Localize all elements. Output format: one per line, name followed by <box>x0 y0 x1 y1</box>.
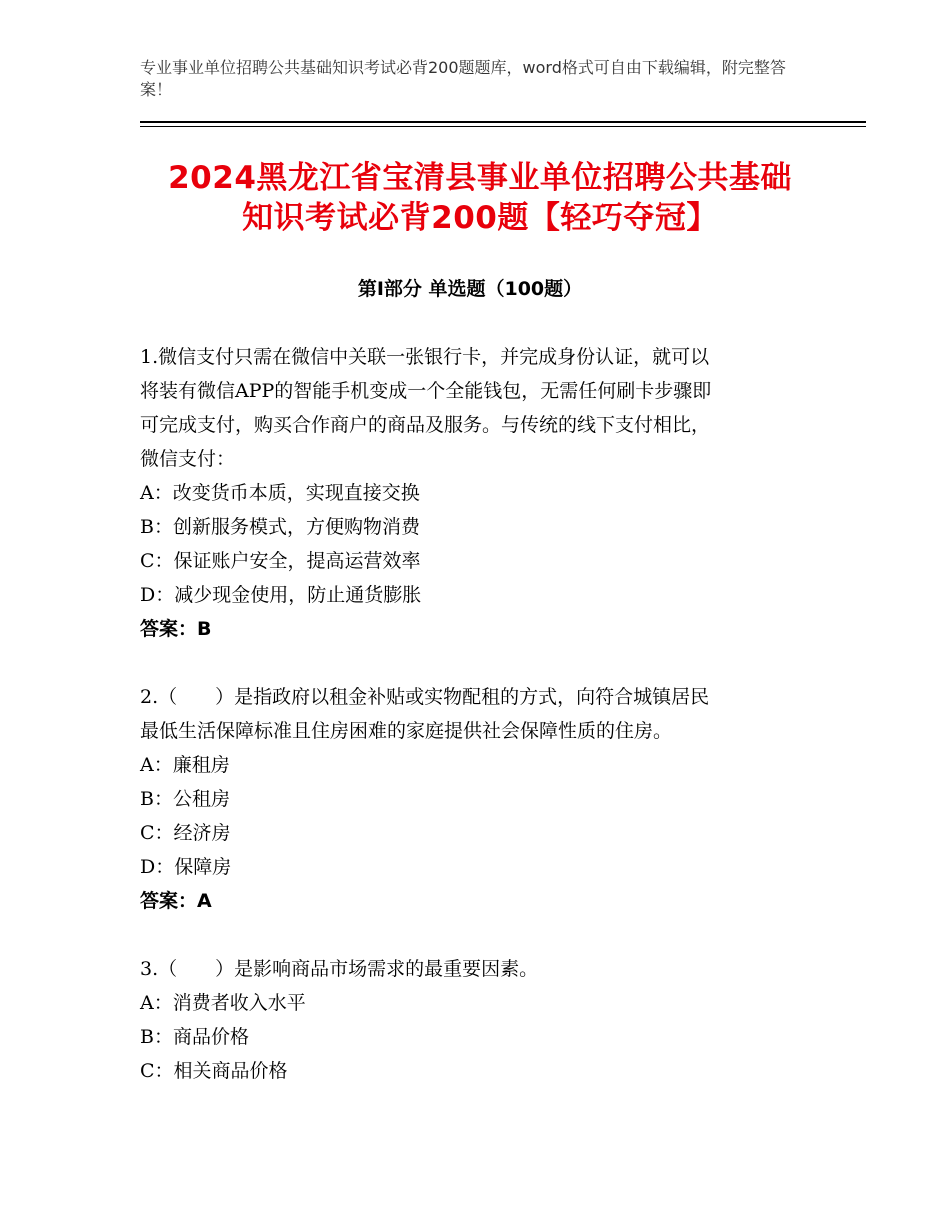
spacer <box>140 646 800 680</box>
question-2 <box>140 680 800 918</box>
question-1 <box>140 340 800 646</box>
option-a: A：消费者收入水平 <box>140 992 306 1014</box>
question-stem-line: 微信支付： <box>140 448 236 470</box>
answer: 答案：B <box>140 618 212 640</box>
question-stem-line: 2.（ ）是指政府以租金补贴或实物配租的方式，向符合城镇居民 <box>140 686 710 708</box>
header-rule-thick <box>140 121 866 123</box>
option-c: C：相关商品价格 <box>140 1060 288 1082</box>
question-stem-line: 将装有微信APP的智能手机变成一个全能钱包，无需任何刷卡步骤即 <box>140 380 712 402</box>
option-d: D：减少现金使用，防止通货膨胀 <box>140 584 422 606</box>
question-stem-line: 3.（ ）是影响商品市场需求的最重要因素。 <box>140 958 539 980</box>
title-line-1: 2024黑龙江省宝清县事业单位招聘公共基础 <box>168 160 792 196</box>
question-stem-line: 可完成支付，购买合作商户的商品及服务。与传统的线下支付相比， <box>140 414 711 436</box>
option-d: D：保障房 <box>140 856 232 878</box>
spacer <box>140 918 800 952</box>
question-stem-line: 1.微信支付只需在微信中关联一张银行卡，并完成身份认证，就可以 <box>140 346 710 368</box>
option-b: B：商品价格 <box>140 1026 249 1048</box>
question-3 <box>140 952 800 1088</box>
option-b: B：公租房 <box>140 788 230 810</box>
header-note: 专业事业单位招聘公共基础知识考试必背200题题库，word格式可自由下载编辑，附完整答案！ <box>140 58 786 99</box>
answer: 答案：A <box>140 890 212 912</box>
header-rule-thin <box>140 126 866 127</box>
title-line-2: 知识考试必背200题【轻巧夺冠】 <box>242 200 718 236</box>
option-a: A：廉租房 <box>140 754 230 776</box>
option-c: C：经济房 <box>140 822 231 844</box>
question-stem-line: 最低生活保障标准且住房困难的家庭提供社会保障性质的住房。 <box>140 720 673 742</box>
option-a: A：改变货币本质，实现直接交换 <box>140 482 420 504</box>
document-title <box>100 158 860 238</box>
question-list <box>140 340 800 1088</box>
option-c: C：保证账户安全，提高运营效率 <box>140 550 421 572</box>
option-b: B：创新服务模式，方便购物消费 <box>140 516 420 538</box>
section-title: 第Ⅰ部分 单选题（100题） <box>357 278 583 300</box>
